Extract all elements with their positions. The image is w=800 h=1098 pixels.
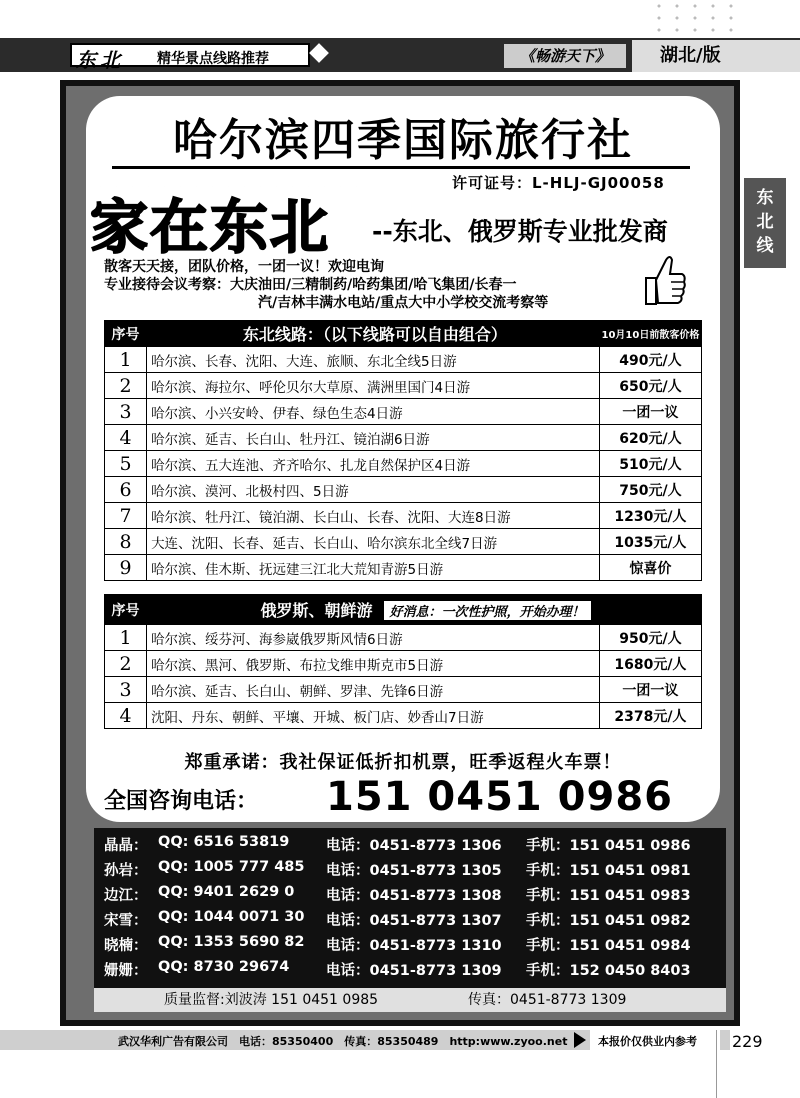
row-price: 620元/人 — [599, 425, 701, 451]
license-number: 许可证号：L-HLJ-GJ00058 — [452, 174, 665, 192]
footer-company: 武汉华利广告有限公司 电话：85350400 传真：85350489 http:www.zyoo.net — [118, 1035, 568, 1048]
row-price: 950元/人 — [599, 625, 701, 651]
magazine-name: 《畅游天下》 — [504, 44, 626, 68]
thumbs-up-icon — [638, 252, 688, 308]
contact-tel: 电话：0451-8773 1308 — [326, 888, 502, 904]
table-row — [105, 399, 702, 425]
intro-line-1: 散客天天接，团队价格，一团一议！欢迎电询 — [104, 259, 384, 275]
row-route: 哈尔滨、延吉、长白山、牡丹江、镜泊湖6日游 — [147, 425, 600, 451]
contact-tel: 电话：0451-8773 1306 — [326, 838, 502, 854]
contact-mobile: 手机：151 0451 0981 — [526, 863, 691, 879]
col-header-no: 序号 — [105, 595, 147, 625]
row-route: 哈尔滨、延吉、长白山、朝鲜、罗津、先锋6日游 — [147, 677, 600, 703]
contact-mobile: 手机：151 0451 0984 — [526, 938, 691, 954]
row-price: 1680元/人 — [599, 651, 701, 677]
row-no: 1 — [105, 625, 147, 651]
contact-qq: QQ: 1353 5690 82 — [158, 934, 305, 950]
row-no: 3 — [105, 677, 147, 703]
row-price: 一团一议 — [599, 677, 701, 703]
row-no: 7 — [105, 503, 147, 529]
footer-note: 本报价仅供业内参考 — [598, 1035, 697, 1048]
contact-qq: QQ: 6516 53819 — [158, 834, 290, 850]
contact-tel: 电话：0451-8773 1309 — [326, 963, 502, 979]
row-price: 490元/人 — [599, 347, 701, 373]
row-no: 4 — [105, 425, 147, 451]
slogan: 家在东北 — [90, 193, 331, 261]
table-row — [105, 529, 702, 555]
russia-korea-routes-table — [104, 594, 702, 729]
table-row — [105, 347, 702, 373]
contact-qq: QQ: 8730 29674 — [158, 959, 290, 975]
divider — [112, 166, 690, 169]
contact-name: 晶晶： — [104, 838, 148, 854]
side-tab — [744, 178, 786, 268]
good-news-badge: 好消息：一次性护照，开始办理！ — [383, 600, 592, 621]
contact-name: 宋雪： — [104, 913, 148, 929]
contact-tel: 电话：0451-8773 1307 — [326, 913, 502, 929]
row-no: 6 — [105, 477, 147, 503]
table-row — [105, 425, 702, 451]
contact-mobile: 手机：151 0451 0982 — [526, 913, 691, 929]
row-route: 哈尔滨、佳木斯、抚远建三江北大荒知青游5日游 — [147, 555, 600, 581]
table-header — [105, 595, 702, 625]
table-row — [105, 625, 702, 651]
contact-mobile: 手机：151 0451 0986 — [526, 838, 691, 854]
row-no: 3 — [105, 399, 147, 425]
intro-line-2: 专业接待会议考察：大庆油田/三精制药/哈药集团/哈飞集团/长春一 — [104, 277, 517, 293]
table-row — [105, 677, 702, 703]
table-title-cell — [147, 595, 702, 625]
contact-name: 边江： — [104, 888, 148, 904]
northeast-routes-table — [104, 320, 702, 581]
table-row — [105, 373, 702, 399]
tagline: --东北、俄罗斯专业批发商 — [372, 217, 668, 246]
row-no: 4 — [105, 703, 147, 729]
row-price: 2378元/人 — [599, 703, 701, 729]
table-header — [105, 321, 702, 347]
col-header-no: 序号 — [105, 321, 147, 347]
row-route: 沈阳、丹东、朝鲜、平壤、开城、板门店、妙香山7日游 — [147, 703, 600, 729]
row-price: 510元/人 — [599, 451, 701, 477]
row-price: 1035元/人 — [599, 529, 701, 555]
table-row — [105, 555, 702, 581]
arrow-icon — [572, 1030, 592, 1050]
agency-name: 哈尔滨四季国际旅行社 — [173, 115, 633, 166]
page-number: 229 — [732, 1032, 763, 1051]
row-no: 2 — [105, 373, 147, 399]
row-route: 大连、沈阳、长春、延吉、长白山、哈尔滨东北全线7日游 — [147, 529, 600, 555]
contact-qq: QQ: 1005 777 485 — [158, 859, 305, 875]
edition-label: 湖北/版 — [632, 40, 800, 72]
table-title: 俄罗斯、朝鲜游 — [260, 601, 373, 620]
row-route: 哈尔滨、绥芬河、海参崴俄罗斯风情6日游 — [147, 625, 600, 651]
row-route: 哈尔滨、漠河、北极村四、5日游 — [147, 477, 600, 503]
row-no: 9 — [105, 555, 147, 581]
page-divider — [716, 1030, 717, 1098]
table-row — [105, 451, 702, 477]
hotline-label: 全国咨询电话： — [104, 789, 259, 814]
col-header-price: 10月10日前散客价格 — [599, 321, 701, 347]
supervision-bar — [94, 988, 726, 1012]
row-price: 1230元/人 — [599, 503, 701, 529]
row-route: 哈尔滨、海拉尔、呼伦贝尔大草原、满洲里国门4日游 — [147, 373, 600, 399]
supervision-text: 质量监督:刘波涛 151 0451 0985 — [164, 992, 379, 1008]
row-route: 哈尔滨、小兴安岭、伊春、绿色生态4日游 — [147, 399, 600, 425]
row-price: 650元/人 — [599, 373, 701, 399]
contact-name: 晓楠： — [104, 938, 148, 954]
contact-qq: QQ: 9401 2629 0 — [158, 884, 295, 900]
promise-text: 郑重承诺：我社保证低折扣机票，旺季返程火车票！ — [184, 752, 622, 773]
contact-qq: QQ: 1044 0071 30 — [158, 909, 305, 925]
contact-tel: 电话：0451-8773 1310 — [326, 938, 502, 954]
header-region: 东北 — [76, 48, 124, 72]
contact-tel: 电话：0451-8773 1305 — [326, 863, 502, 879]
contact-name: 姗姗： — [104, 963, 148, 979]
contact-name: 孙岩： — [104, 863, 148, 879]
row-no: 1 — [105, 347, 147, 373]
contact-mobile: 手机：152 0450 8403 — [526, 963, 691, 979]
row-price: 一团一议 — [599, 399, 701, 425]
row-no: 8 — [105, 529, 147, 555]
row-no: 2 — [105, 651, 147, 677]
table-row — [105, 703, 702, 729]
row-price: 惊喜价 — [599, 555, 701, 581]
table-row — [105, 651, 702, 677]
hotline-number: 151 0451 0986 — [326, 774, 674, 820]
row-price: 750元/人 — [599, 477, 701, 503]
side-tab-text: 东北线 — [756, 188, 774, 256]
row-route: 哈尔滨、黑河、俄罗斯、布拉戈维申斯克市5日游 — [147, 651, 600, 677]
row-route: 哈尔滨、牡丹江、镜泊湖、长白山、长春、沈阳、大连8日游 — [147, 503, 600, 529]
table-row — [105, 477, 702, 503]
header-title: 精华景点线路推荐 — [157, 51, 269, 67]
decorative-dots — [650, 0, 740, 36]
row-route: 哈尔滨、长春、沈阳、大连、旅顺、东北全线5日游 — [147, 347, 600, 373]
fax-text: 传真：0451-8773 1309 — [468, 992, 627, 1008]
snow-decoration — [96, 181, 364, 189]
intro-line-3: 汽/吉林丰满水电站/重点大中小学校交流考察等 — [258, 295, 549, 311]
table-row — [105, 503, 702, 529]
contact-mobile: 手机：151 0451 0983 — [526, 888, 691, 904]
row-no: 5 — [105, 451, 147, 477]
row-route: 哈尔滨、五大连池、齐齐哈尔、扎龙自然保护区4日游 — [147, 451, 600, 477]
table-title: 东北线路：（以下线路可以自由组合） — [147, 321, 600, 347]
